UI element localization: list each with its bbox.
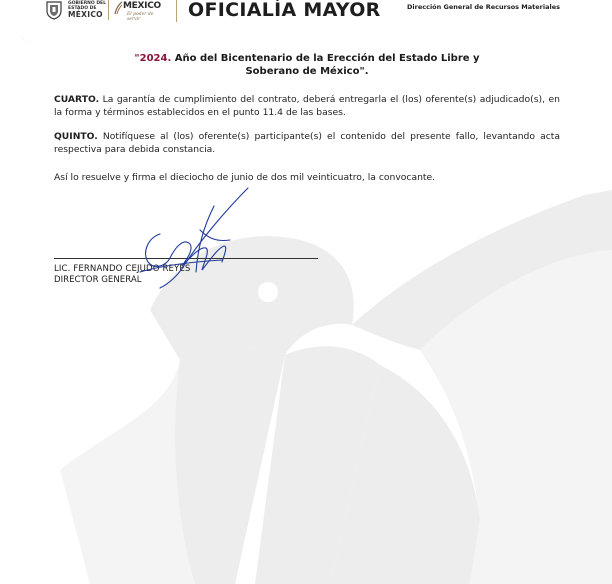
slogan-line2: Soberano de México". (245, 66, 369, 77)
logo-tagline: El poder de servir (127, 12, 154, 22)
scan-mark: ` · (22, 39, 28, 45)
paragraph-quinto-heading: QUINTO. (54, 131, 98, 142)
paragraph-cuarto-text: La garantía de cumplimiento del contrato, deberá entregarla el (los) oferente(s) adjudicado(s), en la forma y términos establecidos en el punto 11.4 de las bases. (54, 94, 560, 118)
slogan-year: "2024. (134, 53, 172, 64)
government-label (68, 1, 106, 19)
logo-mark-icon (114, 1, 123, 15)
gov-label-line1: GOBIERNO DEL (68, 1, 106, 6)
paragraph-quinto-text: Notifíquese al (los) oferente(s) participante(s) el contenido del presente fallo, levantando acta respectiva para debida constancia. (54, 131, 560, 155)
office-title: OFICIALÍA MAYOR (188, 0, 381, 21)
slogan-line1: Año del Bicentenario de la Erección del Estado Libre y (174, 53, 480, 64)
direction-label: Dirección General de Recursos Materiales (407, 3, 560, 11)
gov-label-line2: ESTADO DE (68, 6, 97, 11)
handwritten-signature (130, 186, 260, 296)
header-divider-2 (176, 0, 177, 22)
paragraph-resolution: Así lo resuelve y firma el dieciocho de junio de dos mil veinticuatro, la convocante. (54, 172, 436, 183)
paragraph-cuarto-heading: CUARTO. (54, 94, 100, 105)
signer-title: DIRECTOR GENERAL (54, 275, 142, 285)
gov-label-state: MÉXICO (68, 10, 103, 19)
year-slogan (72, 52, 542, 78)
state-crest-icon (44, 0, 64, 20)
header-divider (108, 0, 109, 20)
paragraph-cuarto (54, 94, 560, 119)
watermark-eye (258, 282, 278, 302)
signer-name: LIC. FERNANDO CEJUDO REYES (54, 264, 191, 274)
paragraph-quinto (54, 131, 560, 156)
edomex-logo (114, 0, 166, 20)
page-header (0, 0, 612, 24)
logo-text: MEXICO (123, 1, 161, 11)
